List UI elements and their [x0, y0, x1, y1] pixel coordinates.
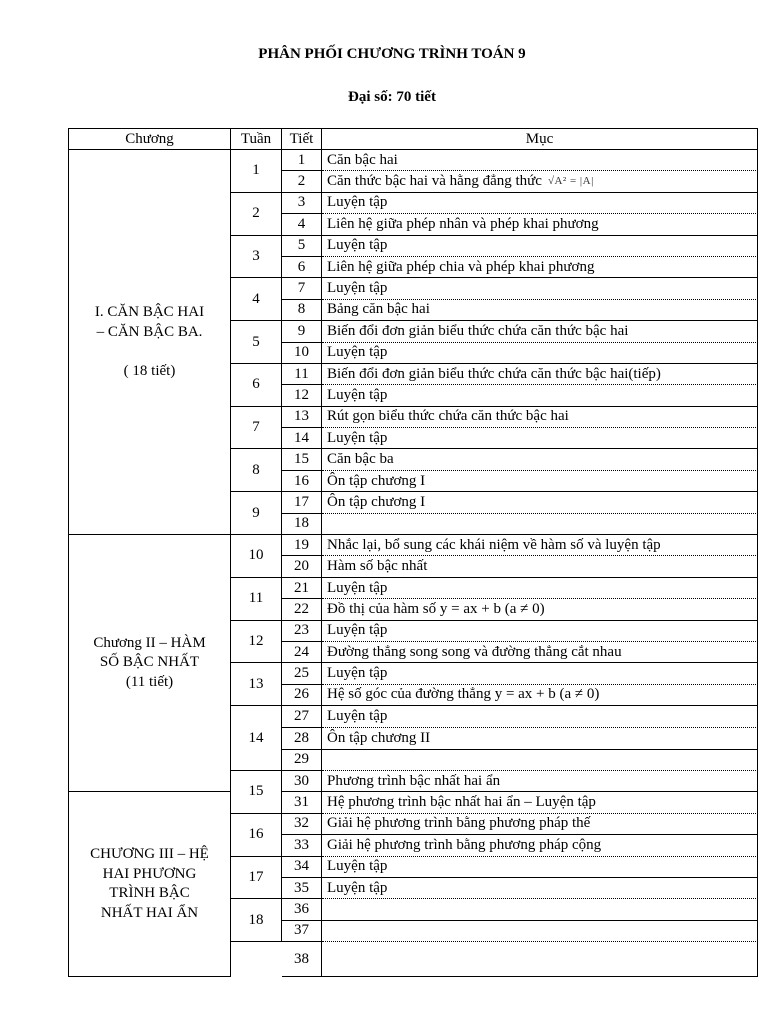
lesson-title: [322, 942, 758, 977]
lesson-title-text: Ôn tập chương I: [327, 493, 426, 510]
lesson-number: 38: [282, 942, 322, 977]
header-lesson: Tiết: [282, 128, 322, 150]
lesson-number: 1: [282, 150, 322, 171]
lesson-title: [322, 706, 758, 728]
page-subtitle: Đại số: 70 tiết: [348, 89, 436, 105]
lesson-number: 11: [282, 364, 322, 385]
lesson-title: [322, 771, 758, 792]
page-title: PHÂN PHỐI CHƯƠNG TRÌNH TOÁN 9: [258, 46, 526, 62]
lesson-title: [322, 642, 758, 663]
lesson-title-text: Đồ thị của hàm số y = ax + b (a ≠ 0): [327, 600, 545, 617]
lesson-title-text: Hệ số góc của đường thẳng y = ax + b (a ≠ 0): [327, 686, 600, 703]
lesson-title-text: Liên hệ giữa phép chia và phép khai phương: [327, 258, 595, 275]
lesson-title: [322, 171, 758, 192]
lesson-number: 29: [282, 750, 322, 771]
lesson-title: [322, 321, 758, 342]
lesson-number: 3: [282, 193, 322, 214]
lesson-title: [322, 407, 758, 428]
lesson-number: 20: [282, 556, 322, 577]
week-cell: 18: [231, 899, 282, 942]
chapter-name-line: [148, 342, 152, 362]
week-cell: 8: [231, 449, 282, 492]
lesson-title: [322, 621, 758, 642]
lesson-number: 4: [282, 214, 322, 235]
chapter-name-line: (11 tiết): [125, 673, 174, 690]
week-cell: 11: [231, 578, 282, 621]
lesson-number: 33: [282, 835, 322, 856]
chapter-name-line: – CĂN BẬC BA.: [96, 323, 203, 340]
lesson-title: [322, 599, 758, 620]
week-cell: 7: [231, 407, 282, 450]
chapter-name-line: Chương II – HÀM: [93, 634, 206, 651]
chapter-cell: [68, 792, 231, 977]
lesson-number: 32: [282, 814, 322, 835]
lesson-number: 9: [282, 321, 322, 342]
week-cell: 2: [231, 193, 282, 236]
lesson-title: [322, 663, 758, 684]
lesson-title-text: Ôn tập chương II: [327, 729, 431, 746]
chapter-name-line: I. CĂN BẬC HAI: [94, 304, 205, 321]
week-cell: 14: [231, 706, 282, 771]
lesson-title: [322, 236, 758, 257]
lesson-title-text: Nhắc lại, bổ sung các khái niệm về hàm số và luyện tập: [327, 536, 661, 553]
lesson-title: [322, 556, 758, 577]
week-cell: 13: [231, 663, 282, 706]
header-section: Mục: [322, 128, 758, 150]
chapter-name-line: HAI PHƯƠNG: [102, 865, 197, 882]
curriculum-table: [68, 128, 758, 977]
lesson-title: [322, 921, 758, 942]
week-cell: 17: [231, 857, 282, 900]
lesson-title-text: Luyện tập: [327, 280, 388, 297]
lesson-number: 27: [282, 706, 322, 728]
chapter-name-line: ( 18 tiết): [123, 362, 176, 379]
lesson-title-text: Ôn tập chương I: [327, 472, 426, 489]
week-cell: 4: [231, 278, 282, 321]
lesson-title-text: Liên hệ giữa phép nhân và phép khai phương: [327, 215, 599, 232]
lesson-title-text: Căn thức bậc hai và hằng đẳng thức: [327, 173, 542, 190]
lesson-title-text: Rút gọn biểu thức chứa căn thức bậc hai: [327, 408, 569, 425]
lesson-title-text: Biến đổi đơn giản biểu thức chứa căn thức bậc hai(tiếp): [327, 365, 661, 382]
lesson-title: [322, 514, 758, 535]
week-cell: 15: [231, 771, 282, 814]
lesson-title: [322, 685, 758, 706]
header-week: Tuần: [231, 128, 282, 150]
lesson-number: 34: [282, 857, 322, 878]
week-cell: 16: [231, 814, 282, 857]
lesson-title: [322, 728, 758, 749]
week-cell: 9: [231, 492, 282, 535]
lesson-number: 37: [282, 921, 322, 942]
lesson-title-text: Biến đổi đơn giản biểu thức chứa căn thức bậc hai: [327, 322, 629, 339]
lesson-title: [322, 492, 758, 513]
lesson-title-text: Luyện tập: [327, 622, 388, 639]
lesson-title: [322, 792, 758, 813]
chapter-cell: [68, 535, 231, 792]
lesson-number: 28: [282, 728, 322, 749]
lesson-title-text: Bảng căn bậc hai: [327, 301, 430, 318]
chapter-name-line: TRÌNH BẬC: [109, 885, 190, 902]
lesson-title: [322, 214, 758, 235]
lesson-title: [322, 814, 758, 835]
lesson-title: [322, 750, 758, 771]
header-chapter: Chương: [68, 128, 231, 150]
lesson-title-text: Luyện tập: [327, 879, 388, 896]
lesson-title-text: Luyện tập: [327, 344, 388, 361]
lesson-number: 22: [282, 599, 322, 620]
lesson-title-text: Căn bậc hai: [327, 151, 398, 168]
lesson-title-text: Hàm số bậc nhất: [327, 558, 428, 575]
lesson-number: 12: [282, 385, 322, 406]
lesson-title-text: Giải hệ phương trình bằng phương pháp thế: [327, 815, 591, 832]
lesson-title: [322, 278, 758, 299]
lesson-title-text: Luyện tập: [327, 665, 388, 682]
lesson-number: 13: [282, 407, 322, 428]
lesson-title-text: Luyện tập: [327, 429, 388, 446]
lesson-title-text: Luyện tập: [327, 858, 388, 875]
lesson-number: 16: [282, 471, 322, 492]
week-cell: 12: [231, 621, 282, 664]
lesson-number: 30: [282, 771, 322, 792]
lesson-number: 24: [282, 642, 322, 663]
week-cell: 3: [231, 236, 282, 279]
lesson-number: 18: [282, 514, 322, 535]
lesson-number: 8: [282, 300, 322, 321]
week-cell: 5: [231, 321, 282, 364]
lesson-number: 10: [282, 343, 322, 364]
lesson-title: [322, 857, 758, 878]
chapter-name-line: CHƯƠNG III – HỆ: [90, 846, 209, 863]
lesson-title: [322, 150, 758, 171]
lesson-number: 19: [282, 535, 322, 556]
lesson-title: [322, 578, 758, 599]
lesson-number: 25: [282, 663, 322, 684]
lesson-title-text: Luyện tập: [327, 708, 388, 725]
lesson-title-text: Đường thẳng song song và đường thẳng cắt nhau: [327, 643, 622, 660]
formula-sqrt: √A² = |A|: [547, 175, 594, 188]
lesson-title: [322, 899, 758, 920]
lesson-title-text: Luyện tập: [327, 194, 388, 211]
lesson-title: [322, 364, 758, 385]
lesson-title: [322, 535, 758, 556]
week-cell: 6: [231, 364, 282, 407]
lesson-title: [322, 878, 758, 899]
lesson-number: 35: [282, 878, 322, 899]
lesson-title: [322, 449, 758, 470]
lesson-number: 23: [282, 621, 322, 642]
week-cell: 10: [231, 535, 282, 578]
week-cell: 1: [231, 150, 282, 193]
lesson-title-text: Luyện tập: [327, 386, 388, 403]
chapter-cell: [68, 150, 231, 535]
lesson-title: [322, 835, 758, 856]
lesson-number: 5: [282, 236, 322, 257]
lesson-title: [322, 385, 758, 406]
lesson-title: [322, 428, 758, 449]
lesson-number: 31: [282, 792, 322, 813]
lesson-title: [322, 471, 758, 492]
lesson-number: 36: [282, 899, 322, 920]
chapter-name-line: NHẤT HAI ẨN: [100, 904, 199, 921]
lesson-number: 7: [282, 278, 322, 299]
lesson-number: 2: [282, 171, 322, 192]
lesson-number: 26: [282, 685, 322, 706]
lesson-number: 21: [282, 578, 322, 599]
lesson-title: [322, 257, 758, 278]
lesson-number: 15: [282, 449, 322, 470]
chapter-name-line: SỐ BẬC NHẤT: [99, 654, 200, 671]
lesson-title-text: Luyện tập: [327, 579, 388, 596]
lesson-title: [322, 193, 758, 214]
lesson-title: [322, 300, 758, 321]
lesson-number: 17: [282, 492, 322, 513]
lesson-number: 6: [282, 257, 322, 278]
lesson-number: 14: [282, 428, 322, 449]
lesson-title-text: Phương trình bậc nhất hai ẩn: [327, 772, 501, 789]
lesson-title: [322, 343, 758, 364]
lesson-title-text: Căn bậc ba: [327, 451, 394, 468]
lesson-title-text: Giải hệ phương trình bằng phương pháp cộng: [327, 836, 602, 853]
lesson-title-text: Hệ phương trình bậc nhất hai ẩn – Luyện tập: [327, 794, 596, 811]
lesson-title-text: Luyện tập: [327, 237, 388, 254]
